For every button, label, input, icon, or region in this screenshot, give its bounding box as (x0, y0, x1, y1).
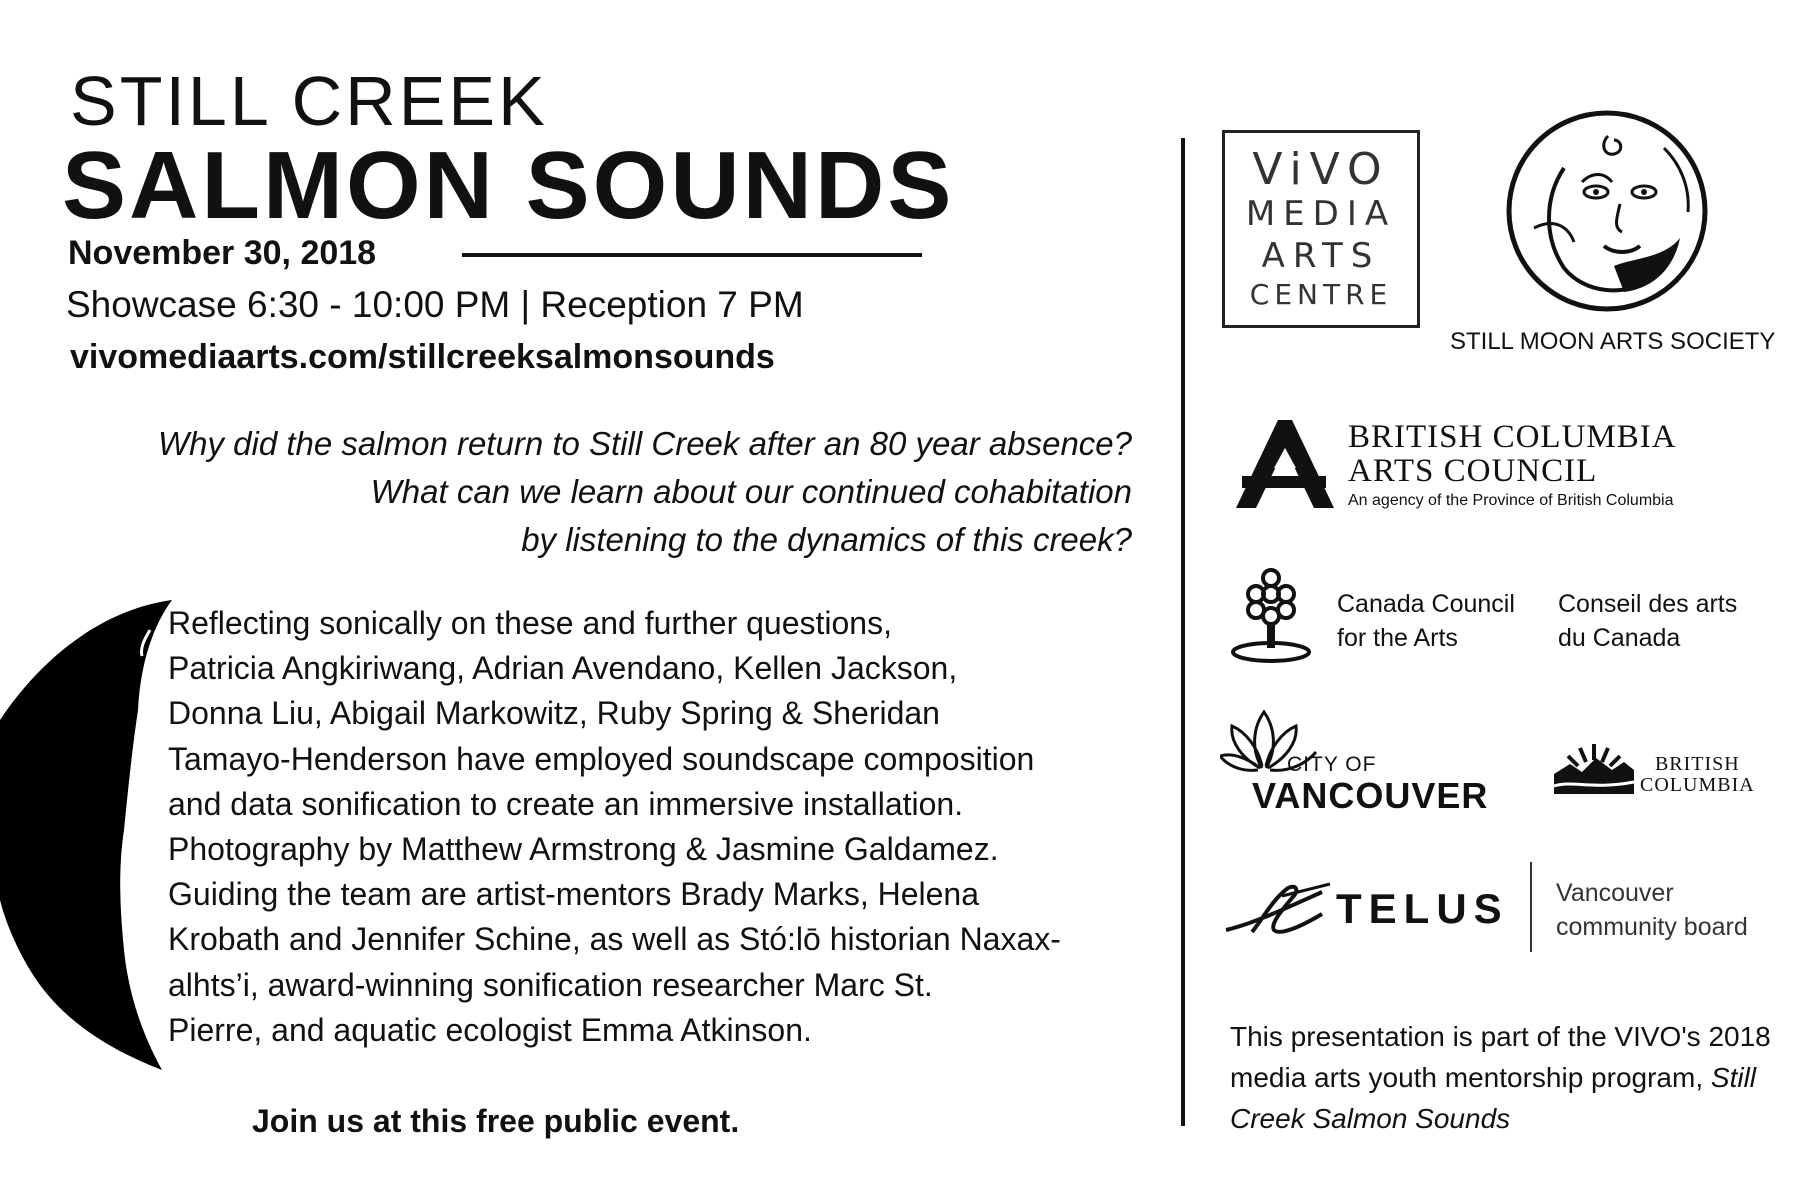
telus-board-line: community board (1556, 913, 1748, 941)
bc-arts-council-icon (1234, 418, 1336, 510)
telus-swoosh-icon (1222, 880, 1332, 938)
body-line: Patricia Angkiriwang, Adrian Avendano, Kellen Jackson, (168, 650, 958, 687)
vivo-logo-line: ViVO (1252, 144, 1390, 195)
telus-community-board (1556, 876, 1748, 944)
cc-line: for the Arts (1337, 624, 1458, 652)
date-divider (462, 253, 922, 257)
bc-arts-council-tagline: An agency of the Province of British Columbia (1348, 492, 1674, 509)
cc-line: du Canada (1558, 624, 1681, 652)
body-line: Donna Liu, Abigail Markowitz, Ruby Spring & Sheridan (168, 695, 940, 732)
description-paragraph (168, 601, 1132, 1053)
vancouver-name: VANCOUVER (1252, 775, 1489, 816)
cc-line: Conseil des arts (1558, 590, 1738, 618)
bc-line: COLUMBIA (1640, 774, 1755, 796)
bc-government-name (1640, 754, 1755, 796)
bc-line: BRITISH (1654, 753, 1740, 775)
body-line: Pierre, and aquatic ecologist Emma Atkinson. (168, 1011, 812, 1048)
canada-council-icon (1228, 566, 1314, 664)
question-line: Why did the salmon return to Still Creek after an 80 year absence? (158, 425, 1132, 462)
still-moon-label: STILL MOON ARTS SOCIETY (1450, 328, 1776, 355)
vivo-logo-line: MEDIA (1245, 194, 1397, 234)
call-to-action: Join us at this free public event. (252, 1103, 740, 1139)
footer-text: This presentation is part of the VIVO's 2018 media arts youth mentorship program, (1230, 1021, 1771, 1093)
title-line-1: STILL CREEK (70, 62, 548, 140)
telus-wordmark: TELUS (1336, 885, 1509, 932)
body-line: Photography by Matthew Armstrong & Jasmine Galdamez. (168, 831, 999, 868)
footer-note (1230, 1016, 1790, 1139)
intro-questions (100, 420, 1132, 564)
vivo-logo-line: ARTS (1261, 236, 1381, 276)
footer-program-name: Still Creek Salmon Sounds (1230, 1062, 1757, 1134)
salmon-fin-graphic (0, 600, 180, 1070)
body-line: and data sonification to create an immersive installation. (168, 785, 964, 822)
vivo-logo (1222, 130, 1420, 328)
telus-separator (1530, 862, 1532, 952)
canada-council-french (1558, 587, 1737, 655)
still-moon-logo-icon (1504, 108, 1710, 314)
column-divider (1181, 138, 1185, 1126)
event-url[interactable]: vivomediaarts.com/stillcreeksalmonsounds (70, 338, 775, 376)
body-line: Guiding the team are artist-mentors Brady Marks, Helena (168, 876, 979, 913)
body-line: Tamayo-Henderson have employed soundscape composition (168, 740, 1035, 777)
event-date: November 30, 2018 (68, 234, 377, 272)
bcac-line: BRITISH COLUMBIA (1348, 419, 1677, 455)
vivo-logo-line: CENTRE (1249, 278, 1393, 311)
page-title: SALMON SOUNDS (62, 132, 955, 239)
body-line: Reflecting sonically on these and further questions, (168, 605, 892, 641)
bc-arts-council-name (1348, 420, 1677, 488)
question-line: What can we learn about our continued cohabitation (370, 473, 1132, 510)
body-line: Krobath and Jennifer Schine, as well as Stó:lō historian Naxax- (168, 921, 1061, 958)
telus-board-line: Vancouver (1556, 879, 1674, 907)
question-line: by listening to the dynamics of this creek? (521, 521, 1132, 558)
vancouver-city-of: CITY OF (1287, 753, 1377, 776)
body-line: alhts’i, award-winning sonification researcher Marc St. (168, 966, 933, 1003)
bc-sun-icon (1552, 740, 1636, 796)
cc-line: Canada Council (1337, 590, 1515, 618)
bcac-line: ARTS COUNCIL (1348, 453, 1598, 489)
canada-council-english (1337, 587, 1515, 655)
event-times: Showcase 6:30 - 10:00 PM | Reception 7 PM (66, 284, 804, 325)
